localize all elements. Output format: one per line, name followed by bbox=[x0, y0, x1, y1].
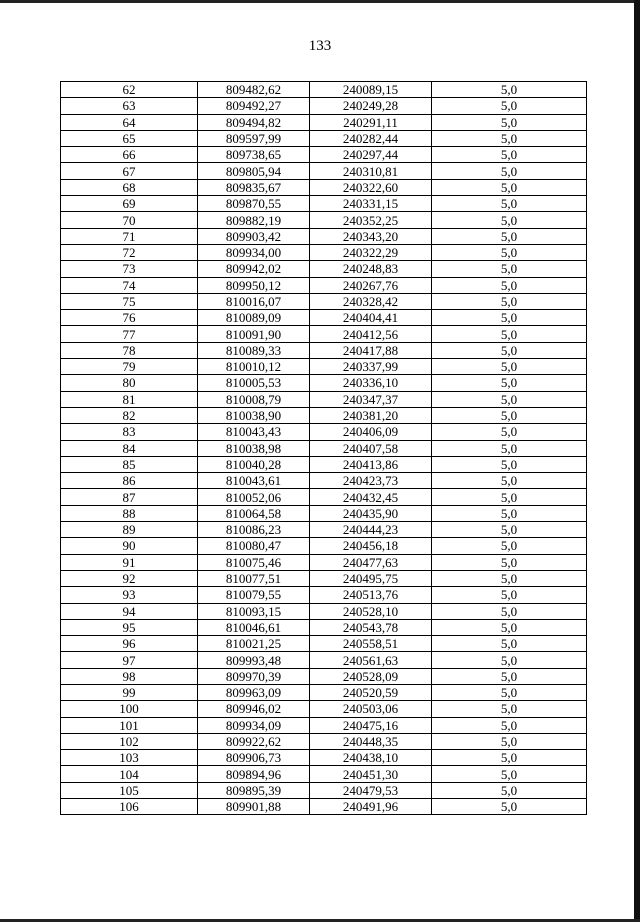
accuracy-cell: 5,0 bbox=[432, 130, 587, 146]
x-coordinate-cell: 810064,58 bbox=[198, 505, 310, 521]
table-row bbox=[61, 277, 587, 293]
accuracy-cell: 5,0 bbox=[432, 505, 587, 521]
accuracy-cell: 5,0 bbox=[432, 554, 587, 570]
table-row bbox=[61, 766, 587, 782]
y-coordinate-cell: 240331,15 bbox=[310, 196, 432, 212]
x-coordinate-cell: 809895,39 bbox=[198, 782, 310, 798]
point-number-cell: 76 bbox=[61, 310, 198, 326]
table-row bbox=[61, 668, 587, 684]
scan-border-top bbox=[0, 0, 640, 3]
y-coordinate-cell: 240267,76 bbox=[310, 277, 432, 293]
y-coordinate-cell: 240520,59 bbox=[310, 684, 432, 700]
accuracy-cell: 5,0 bbox=[432, 489, 587, 505]
accuracy-cell: 5,0 bbox=[432, 114, 587, 130]
point-number-cell: 89 bbox=[61, 522, 198, 538]
table-row bbox=[61, 342, 587, 358]
accuracy-cell: 5,0 bbox=[432, 799, 587, 815]
table-row bbox=[61, 717, 587, 733]
accuracy-cell: 5,0 bbox=[432, 766, 587, 782]
x-coordinate-cell: 809901,88 bbox=[198, 799, 310, 815]
y-coordinate-cell: 240444,23 bbox=[310, 522, 432, 538]
y-coordinate-cell: 240475,16 bbox=[310, 717, 432, 733]
y-coordinate-cell: 240491,96 bbox=[310, 799, 432, 815]
y-coordinate-cell: 240423,73 bbox=[310, 473, 432, 489]
point-number-cell: 66 bbox=[61, 147, 198, 163]
point-number-cell: 100 bbox=[61, 701, 198, 717]
table-row bbox=[61, 310, 587, 326]
y-coordinate-cell: 240249,28 bbox=[310, 98, 432, 114]
y-coordinate-cell: 240438,10 bbox=[310, 750, 432, 766]
table-row bbox=[61, 587, 587, 603]
table-row bbox=[61, 456, 587, 472]
accuracy-cell: 5,0 bbox=[432, 261, 587, 277]
x-coordinate-cell: 810091,90 bbox=[198, 326, 310, 342]
accuracy-cell: 5,0 bbox=[432, 440, 587, 456]
table-row bbox=[61, 522, 587, 538]
y-coordinate-cell: 240407,58 bbox=[310, 440, 432, 456]
point-number-cell: 91 bbox=[61, 554, 198, 570]
x-coordinate-cell: 810089,09 bbox=[198, 310, 310, 326]
table-row bbox=[61, 228, 587, 244]
table-row bbox=[61, 244, 587, 260]
accuracy-cell: 5,0 bbox=[432, 407, 587, 423]
y-coordinate-cell: 240432,45 bbox=[310, 489, 432, 505]
coordinates-table bbox=[60, 81, 587, 815]
y-coordinate-cell: 240406,09 bbox=[310, 424, 432, 440]
accuracy-cell: 5,0 bbox=[432, 326, 587, 342]
point-number-cell: 101 bbox=[61, 717, 198, 733]
point-number-cell: 93 bbox=[61, 587, 198, 603]
table-row bbox=[61, 98, 587, 114]
point-number-cell: 97 bbox=[61, 652, 198, 668]
x-coordinate-cell: 810005,53 bbox=[198, 375, 310, 391]
x-coordinate-cell: 809738,65 bbox=[198, 147, 310, 163]
x-coordinate-cell: 810075,46 bbox=[198, 554, 310, 570]
y-coordinate-cell: 240513,76 bbox=[310, 587, 432, 603]
accuracy-cell: 5,0 bbox=[432, 701, 587, 717]
accuracy-cell: 5,0 bbox=[432, 603, 587, 619]
x-coordinate-cell: 809934,00 bbox=[198, 244, 310, 260]
x-coordinate-cell: 810016,07 bbox=[198, 293, 310, 309]
accuracy-cell: 5,0 bbox=[432, 570, 587, 586]
table-row bbox=[61, 440, 587, 456]
y-coordinate-cell: 240336,10 bbox=[310, 375, 432, 391]
x-coordinate-cell: 809970,39 bbox=[198, 668, 310, 684]
accuracy-cell: 5,0 bbox=[432, 277, 587, 293]
x-coordinate-cell: 810077,51 bbox=[198, 570, 310, 586]
point-number-cell: 85 bbox=[61, 456, 198, 472]
table-row bbox=[61, 636, 587, 652]
point-number-cell: 77 bbox=[61, 326, 198, 342]
table-row bbox=[61, 684, 587, 700]
table-row bbox=[61, 391, 587, 407]
x-coordinate-cell: 810089,33 bbox=[198, 342, 310, 358]
point-number-cell: 81 bbox=[61, 391, 198, 407]
table-row bbox=[61, 619, 587, 635]
table-row bbox=[61, 130, 587, 146]
y-coordinate-cell: 240561,63 bbox=[310, 652, 432, 668]
table-row bbox=[61, 424, 587, 440]
y-coordinate-cell: 240282,44 bbox=[310, 130, 432, 146]
y-coordinate-cell: 240322,60 bbox=[310, 179, 432, 195]
table-row bbox=[61, 196, 587, 212]
coordinates-table-body bbox=[61, 82, 587, 815]
x-coordinate-cell: 809946,02 bbox=[198, 701, 310, 717]
point-number-cell: 99 bbox=[61, 684, 198, 700]
accuracy-cell: 5,0 bbox=[432, 163, 587, 179]
y-coordinate-cell: 240291,11 bbox=[310, 114, 432, 130]
y-coordinate-cell: 240412,56 bbox=[310, 326, 432, 342]
point-number-cell: 84 bbox=[61, 440, 198, 456]
y-coordinate-cell: 240528,09 bbox=[310, 668, 432, 684]
point-number-cell: 86 bbox=[61, 473, 198, 489]
accuracy-cell: 5,0 bbox=[432, 522, 587, 538]
table-row bbox=[61, 733, 587, 749]
table-row bbox=[61, 407, 587, 423]
accuracy-cell: 5,0 bbox=[432, 82, 587, 98]
point-number-cell: 95 bbox=[61, 619, 198, 635]
accuracy-cell: 5,0 bbox=[432, 668, 587, 684]
y-coordinate-cell: 240328,42 bbox=[310, 293, 432, 309]
point-number-cell: 98 bbox=[61, 668, 198, 684]
table-row bbox=[61, 489, 587, 505]
table-row bbox=[61, 293, 587, 309]
point-number-cell: 105 bbox=[61, 782, 198, 798]
point-number-cell: 87 bbox=[61, 489, 198, 505]
accuracy-cell: 5,0 bbox=[432, 293, 587, 309]
x-coordinate-cell: 810079,55 bbox=[198, 587, 310, 603]
table-row bbox=[61, 701, 587, 717]
accuracy-cell: 5,0 bbox=[432, 538, 587, 554]
point-number-cell: 65 bbox=[61, 130, 198, 146]
y-coordinate-cell: 240089,15 bbox=[310, 82, 432, 98]
y-coordinate-cell: 240343,20 bbox=[310, 228, 432, 244]
accuracy-cell: 5,0 bbox=[432, 652, 587, 668]
accuracy-cell: 5,0 bbox=[432, 619, 587, 635]
point-number-cell: 104 bbox=[61, 766, 198, 782]
point-number-cell: 83 bbox=[61, 424, 198, 440]
point-number-cell: 78 bbox=[61, 342, 198, 358]
y-coordinate-cell: 240503,06 bbox=[310, 701, 432, 717]
point-number-cell: 71 bbox=[61, 228, 198, 244]
table-row bbox=[61, 505, 587, 521]
table-row bbox=[61, 359, 587, 375]
x-coordinate-cell: 809922,62 bbox=[198, 733, 310, 749]
y-coordinate-cell: 240495,75 bbox=[310, 570, 432, 586]
point-number-cell: 67 bbox=[61, 163, 198, 179]
x-coordinate-cell: 809906,73 bbox=[198, 750, 310, 766]
point-number-cell: 74 bbox=[61, 277, 198, 293]
scan-border-right bbox=[634, 0, 640, 922]
table-row bbox=[61, 782, 587, 798]
y-coordinate-cell: 240479,53 bbox=[310, 782, 432, 798]
point-number-cell: 68 bbox=[61, 179, 198, 195]
table-row bbox=[61, 326, 587, 342]
accuracy-cell: 5,0 bbox=[432, 375, 587, 391]
accuracy-cell: 5,0 bbox=[432, 782, 587, 798]
y-coordinate-cell: 240477,63 bbox=[310, 554, 432, 570]
accuracy-cell: 5,0 bbox=[432, 473, 587, 489]
table-row bbox=[61, 147, 587, 163]
point-number-cell: 80 bbox=[61, 375, 198, 391]
y-coordinate-cell: 240528,10 bbox=[310, 603, 432, 619]
point-number-cell: 69 bbox=[61, 196, 198, 212]
point-number-cell: 92 bbox=[61, 570, 198, 586]
point-number-cell: 88 bbox=[61, 505, 198, 521]
x-coordinate-cell: 809942,02 bbox=[198, 261, 310, 277]
point-number-cell: 64 bbox=[61, 114, 198, 130]
x-coordinate-cell: 809870,55 bbox=[198, 196, 310, 212]
table-row bbox=[61, 750, 587, 766]
point-number-cell: 82 bbox=[61, 407, 198, 423]
x-coordinate-cell: 809805,94 bbox=[198, 163, 310, 179]
y-coordinate-cell: 240456,18 bbox=[310, 538, 432, 554]
table-row bbox=[61, 212, 587, 228]
y-coordinate-cell: 240417,88 bbox=[310, 342, 432, 358]
x-coordinate-cell: 810040,28 bbox=[198, 456, 310, 472]
accuracy-cell: 5,0 bbox=[432, 359, 587, 375]
accuracy-cell: 5,0 bbox=[432, 179, 587, 195]
y-coordinate-cell: 240448,35 bbox=[310, 733, 432, 749]
y-coordinate-cell: 240248,83 bbox=[310, 261, 432, 277]
x-coordinate-cell: 810038,90 bbox=[198, 407, 310, 423]
point-number-cell: 63 bbox=[61, 98, 198, 114]
accuracy-cell: 5,0 bbox=[432, 98, 587, 114]
x-coordinate-cell: 810046,61 bbox=[198, 619, 310, 635]
y-coordinate-cell: 240297,44 bbox=[310, 147, 432, 163]
accuracy-cell: 5,0 bbox=[432, 587, 587, 603]
point-number-cell: 103 bbox=[61, 750, 198, 766]
table-row bbox=[61, 114, 587, 130]
x-coordinate-cell: 810052,06 bbox=[198, 489, 310, 505]
accuracy-cell: 5,0 bbox=[432, 391, 587, 407]
x-coordinate-cell: 809993,48 bbox=[198, 652, 310, 668]
point-number-cell: 70 bbox=[61, 212, 198, 228]
table-row bbox=[61, 554, 587, 570]
table-row bbox=[61, 163, 587, 179]
x-coordinate-cell: 810043,61 bbox=[198, 473, 310, 489]
y-coordinate-cell: 240404,41 bbox=[310, 310, 432, 326]
x-coordinate-cell: 809903,42 bbox=[198, 228, 310, 244]
x-coordinate-cell: 809950,12 bbox=[198, 277, 310, 293]
accuracy-cell: 5,0 bbox=[432, 342, 587, 358]
point-number-cell: 75 bbox=[61, 293, 198, 309]
x-coordinate-cell: 810010,12 bbox=[198, 359, 310, 375]
x-coordinate-cell: 809934,09 bbox=[198, 717, 310, 733]
point-number-cell: 62 bbox=[61, 82, 198, 98]
x-coordinate-cell: 809482,62 bbox=[198, 82, 310, 98]
accuracy-cell: 5,0 bbox=[432, 310, 587, 326]
accuracy-cell: 5,0 bbox=[432, 456, 587, 472]
accuracy-cell: 5,0 bbox=[432, 717, 587, 733]
y-coordinate-cell: 240558,51 bbox=[310, 636, 432, 652]
table-row bbox=[61, 538, 587, 554]
x-coordinate-cell: 809835,67 bbox=[198, 179, 310, 195]
y-coordinate-cell: 240451,30 bbox=[310, 766, 432, 782]
page-number: 133 bbox=[308, 38, 332, 54]
y-coordinate-cell: 240347,37 bbox=[310, 391, 432, 407]
y-coordinate-cell: 240322,29 bbox=[310, 244, 432, 260]
accuracy-cell: 5,0 bbox=[432, 228, 587, 244]
accuracy-cell: 5,0 bbox=[432, 196, 587, 212]
y-coordinate-cell: 240543,78 bbox=[310, 619, 432, 635]
point-number-cell: 96 bbox=[61, 636, 198, 652]
table-row bbox=[61, 603, 587, 619]
point-number-cell: 73 bbox=[61, 261, 198, 277]
x-coordinate-cell: 809963,09 bbox=[198, 684, 310, 700]
table-row bbox=[61, 473, 587, 489]
table-row bbox=[61, 261, 587, 277]
x-coordinate-cell: 810021,25 bbox=[198, 636, 310, 652]
accuracy-cell: 5,0 bbox=[432, 212, 587, 228]
table-row bbox=[61, 375, 587, 391]
x-coordinate-cell: 810086,23 bbox=[198, 522, 310, 538]
accuracy-cell: 5,0 bbox=[432, 244, 587, 260]
x-coordinate-cell: 810093,15 bbox=[198, 603, 310, 619]
accuracy-cell: 5,0 bbox=[432, 147, 587, 163]
accuracy-cell: 5,0 bbox=[432, 733, 587, 749]
x-coordinate-cell: 810080,47 bbox=[198, 538, 310, 554]
accuracy-cell: 5,0 bbox=[432, 750, 587, 766]
accuracy-cell: 5,0 bbox=[432, 424, 587, 440]
point-number-cell: 90 bbox=[61, 538, 198, 554]
table-row bbox=[61, 82, 587, 98]
point-number-cell: 79 bbox=[61, 359, 198, 375]
table-row bbox=[61, 799, 587, 815]
x-coordinate-cell: 809882,19 bbox=[198, 212, 310, 228]
x-coordinate-cell: 809494,82 bbox=[198, 114, 310, 130]
accuracy-cell: 5,0 bbox=[432, 684, 587, 700]
y-coordinate-cell: 240435,90 bbox=[310, 505, 432, 521]
y-coordinate-cell: 240337,99 bbox=[310, 359, 432, 375]
y-coordinate-cell: 240310,81 bbox=[310, 163, 432, 179]
x-coordinate-cell: 810038,98 bbox=[198, 440, 310, 456]
x-coordinate-cell: 810043,43 bbox=[198, 424, 310, 440]
y-coordinate-cell: 240381,20 bbox=[310, 407, 432, 423]
table-row bbox=[61, 570, 587, 586]
x-coordinate-cell: 809597,99 bbox=[198, 130, 310, 146]
x-coordinate-cell: 810008,79 bbox=[198, 391, 310, 407]
point-number-cell: 106 bbox=[61, 799, 198, 815]
table-row bbox=[61, 179, 587, 195]
point-number-cell: 94 bbox=[61, 603, 198, 619]
x-coordinate-cell: 809492,27 bbox=[198, 98, 310, 114]
table-row bbox=[61, 652, 587, 668]
x-coordinate-cell: 809894,96 bbox=[198, 766, 310, 782]
accuracy-cell: 5,0 bbox=[432, 636, 587, 652]
point-number-cell: 102 bbox=[61, 733, 198, 749]
point-number-cell: 72 bbox=[61, 244, 198, 260]
y-coordinate-cell: 240352,25 bbox=[310, 212, 432, 228]
y-coordinate-cell: 240413,86 bbox=[310, 456, 432, 472]
